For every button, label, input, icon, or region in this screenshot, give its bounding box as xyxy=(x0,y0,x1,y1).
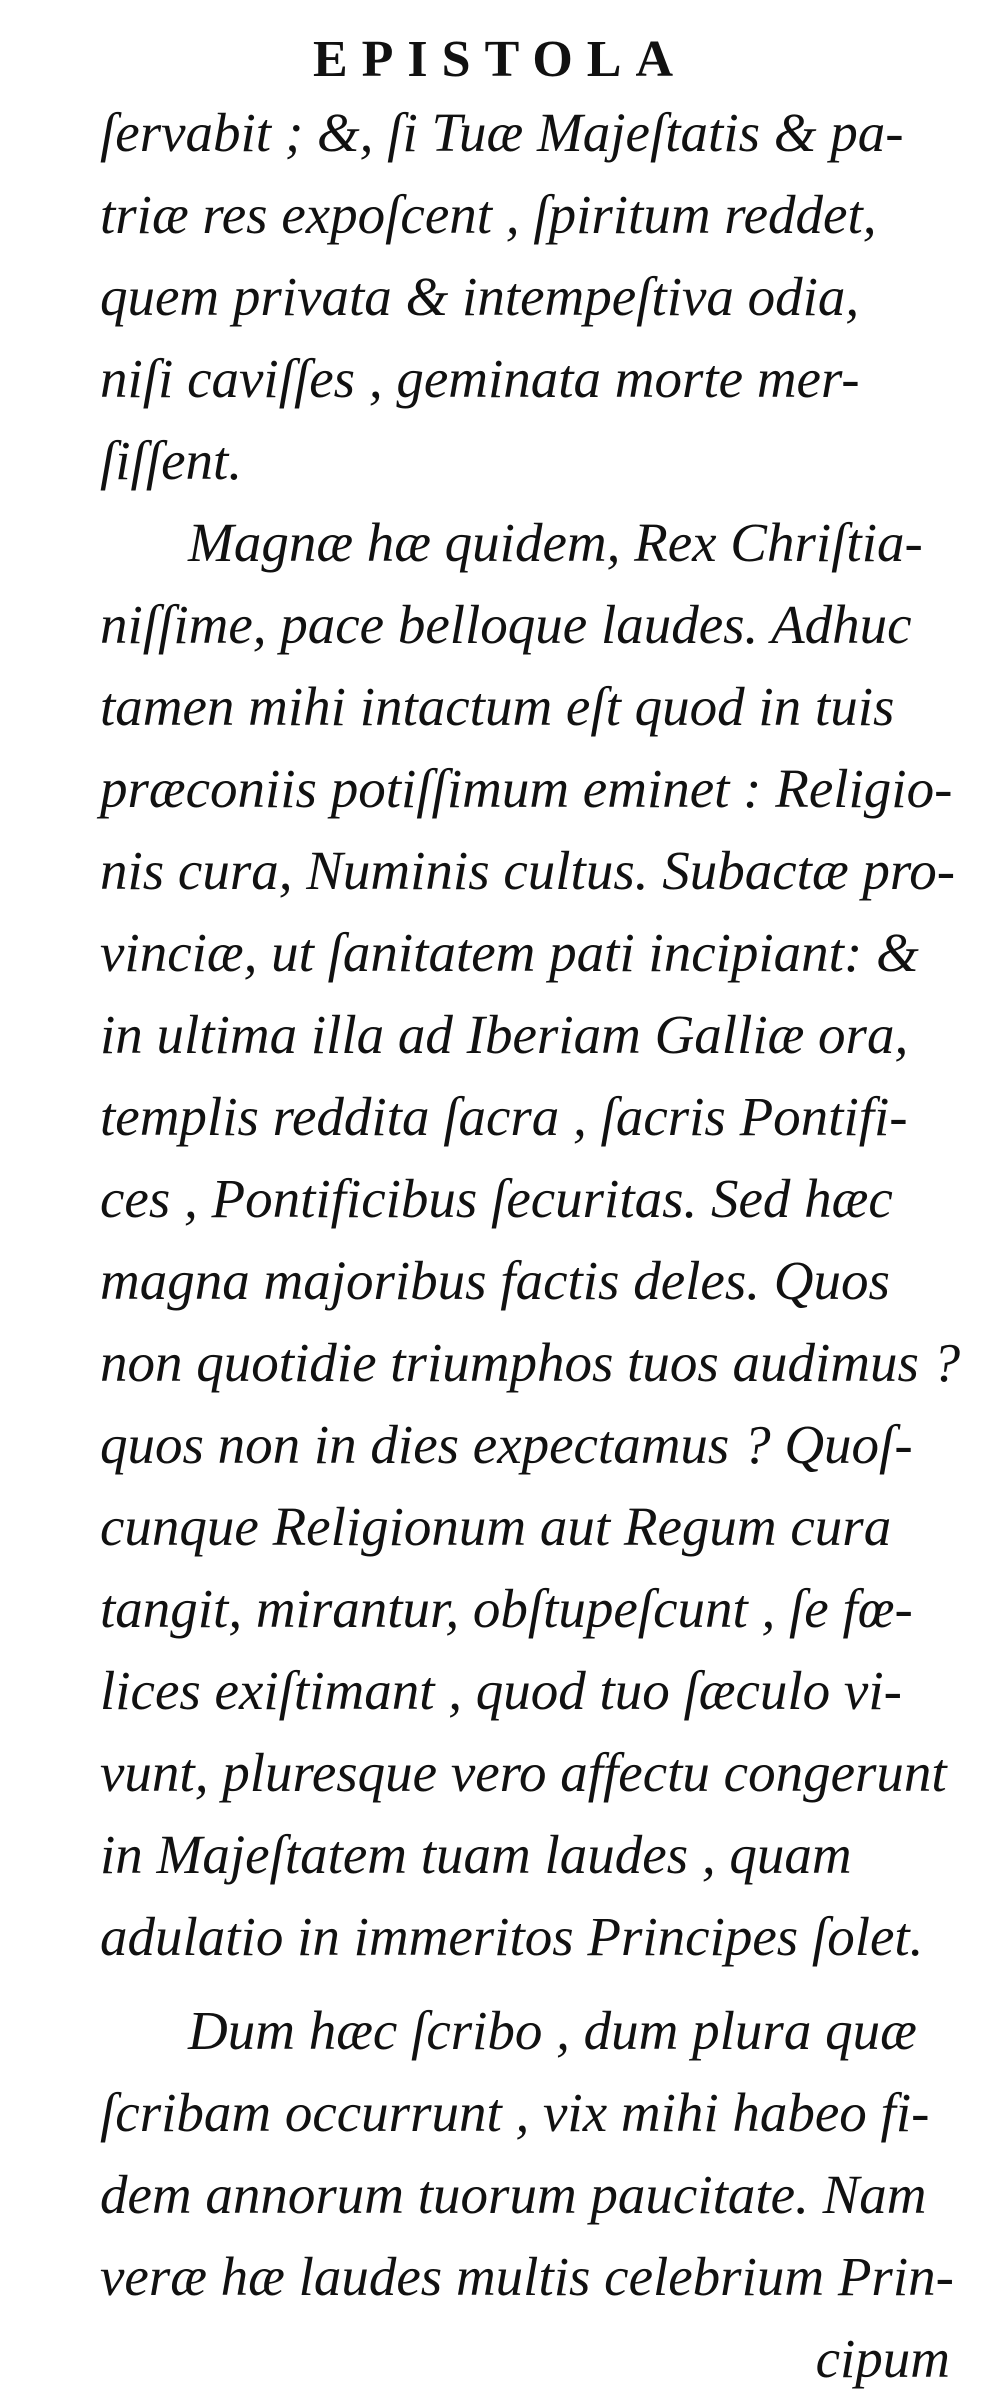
text-line: triæ res expoſcent , ſpiritum reddet, xyxy=(100,184,877,245)
text-line: quos non in dies expectamus ? Quoſ- xyxy=(100,1414,913,1475)
text-line: ſiſſent. xyxy=(100,430,243,491)
text-line: vunt, pluresque vero affectu congerunt xyxy=(100,1742,947,1803)
text-line: niſſime, pace belloque laudes. Adhuc xyxy=(100,594,912,655)
text-line: niſi caviſſes , geminata morte mer- xyxy=(100,348,860,409)
text-line: adulatio in immeritos Principes ſolet. xyxy=(100,1906,924,1967)
text-line: lices exiſtimant , quod tuo ſæculo vi- xyxy=(100,1660,902,1721)
text-line: quem privata & intempeſtiva odia, xyxy=(100,266,860,327)
running-head: EPISTOLA xyxy=(312,31,688,88)
text-line: in Majeſtatem tuam laudes , quam xyxy=(100,1824,852,1885)
text-block xyxy=(100,92,970,2400)
text-line: ſcribam occurrunt , vix mihi habeo fi- xyxy=(100,2082,930,2143)
text-line: vinciæ, ut ſanitatem pati incipiant: & xyxy=(100,922,919,983)
text-line: cunque Religionum aut Regum cura xyxy=(100,1496,892,1557)
text-line: templis reddita ſacra , ſacris Pontifi- xyxy=(100,1086,908,1147)
text-line: non quotidie triumphos tuos audimus ? xyxy=(100,1332,961,1393)
paragraph-first-line: Magnæ hæ quidem, Rex Chriſtia- xyxy=(188,512,923,573)
text-line: in ultima illa ad Iberiam Galliæ ora, xyxy=(100,1004,909,1065)
catchword: cipum xyxy=(815,2328,950,2389)
text-line: ces , Pontificibus ſecuritas. Sed hæc xyxy=(100,1168,893,1229)
text-line: ſervabit ; &, ſi Tuæ Majeſtatis & pa- xyxy=(100,102,904,163)
text-line: tangit, mirantur, obſtupeſcunt , ſe fœ- xyxy=(100,1578,913,1639)
text-line: tamen mihi intactum eſt quod in tuis xyxy=(100,676,895,737)
paragraph-first-line: Dum hæc ſcribo , dum plura quæ xyxy=(188,2000,917,2061)
text-line: nis cura, Numinis cultus. Subactæ pro- xyxy=(100,840,956,901)
text-line: dem annorum tuorum paucitate. Nam xyxy=(100,2164,927,2225)
text-line: præconiis potiſſimum eminet : Religio- xyxy=(100,758,953,819)
text-line: magna majoribus factis deles. Quos xyxy=(100,1250,890,1311)
text-line: veræ hæ laudes multis celebrium Prin- xyxy=(100,2246,954,2307)
